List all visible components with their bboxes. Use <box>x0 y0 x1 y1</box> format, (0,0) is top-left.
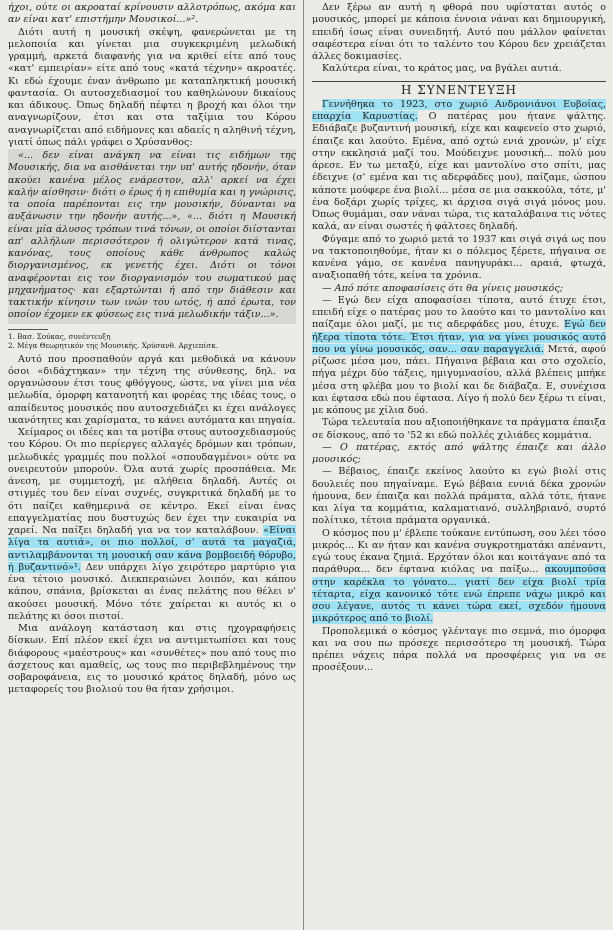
highlighted-text: Γεννήθηκα το 1923, στο χωριό Ανδρονιάνοι Ευβοίας, επαρχία Καρυστίας. <box>312 98 606 122</box>
highlighted-text: Εγώ δεν ήξερα τίποτα τότε. Έτσι ήταν, για να γίνει μουσικός αυτό που να γίνω μουσικός, σαν... σαν παραγγελιά. <box>312 319 606 355</box>
paragraph-text: Ο πατέρας μου ήτανε ψάλτης. Εδιάβαζε βυζαντινή μουσική, είχε και καφενείο στο χωριό, έπαιζε και λαούτο. Εμένα, από οχτώ ενιά χρονών, μ' είχε στην εκκλησιά μαζί του. Μούδειχνε μουσική... πολύ μου άρεσε. Εν τω μεταξύ, είχε και μαντολίνο στο σπίτι, μας έδειχνε (σ' εμένα και τις αδερφάδες μου), παίζαμε, ώσπου κάποτε μούφερε ένα βιολί... μέσα σε μια σακκούλα, τότε, μ' ένα δοξάρι χωρίς τρίχες, κι άρχισα σιγά σιγά μόνος μου. Όπως θυμάμαι, σαν νάναι τώρα, τις καταλάβαινα τις νότες καλά, αν είναι σωστές ή φάλτσες δηλαδή. <box>312 111 606 233</box>
highlighted-text: ακουμπούσα στην καρέκλα το γόνατο... γιατί δεν είχα βιολί τρία τέταρτα, είχα κανονικό τότε ενώ έπρεπε νάχω μικρό και σου λέγανε, αυτός τι κάνει τώρα εκεί, σχεδόν ήμουνα μικρότερος από το βιολί. <box>312 564 606 625</box>
paragraph <box>8 427 296 623</box>
paragraph-text: Ο κόσμος που μ' έβλεπε τούκανε εντύπωση, σου λέει τόσο μικρός... Κι αν ήταν και κανένα συγκροτηματάκι απέναντι, εγώ τους έκανα ζημιά. Ερχόταν όλοι και κοιτάγανε από τα παράθυρα... δεν έφτανα κιόλας να παίξω... <box>312 527 606 576</box>
quote-text: «... δεν είναι ανάγκη να είναι τις ειδήμων της Μουσικής, δια να αισθάνεται την υπ' αυτής ηδονήν, όταν ακούει κανένα μέλος ενάρεστον, αλλ' αρκεί να έχει καλήν αίσθησιν· διότι ο έρως ή η επιθυμία και η γνώρισις, τα οποία παρέπονται εις την μουσικήν, δύνανται να αυξάνωσιν την ηδονήν αυτής...», «... διότι η Μουσική είναι μία άλυσος τρόπων τινά τόνων, οι οποίοι διίστανται απ' αλλήλων περισσότερον ή ολιγώτερον κατά τινας, κανόνας, τους οποίους κάθε άνθρωπος καλώς διοργανισμένος, εκ γενετής έχει. Διότι οι τόνοι αναφέρονται εις τον διοργανισμόν του σωματικού μας μηχανήματος· και εξαρτώνται ή από την διάθεσιν και τακτικήν κίνησιν των ινών του ωτός, ή από έρωτα, τον οποίον έχομεν εκ φύσεως εις τινά μελωδικήν τάξιν...». <box>8 150 296 321</box>
quote-continuation: ήχοι, ούτε οι ακροαταί κρίνουσιν αλλοτρόπως, ακόμα και αν είναι κατ' επιστήμην Μουσικοί...»². <box>8 2 296 26</box>
paragraph: Καλύτερα είναι, το κράτος μας, να βγάλει αυτιά. <box>322 63 562 75</box>
footnote: 2. Μέγα Θεωρητικόν της Μουσικής. Χρύσανθ. Αρχιεπίσκ. <box>8 340 218 350</box>
interview-paragraph: Φύγαμε από το χωριό μετά το 1937 και σιγά σιγά ως που να τακτοποιηθούμε, ήταν κι ο πόλεμος ξέρετε, πήγαινα σε κανένα γάμο, σε κανένα πανηγυράκι... αραιά, φτωχά, αναξιοπαθή τότε, κείνα τα χρόνια. <box>312 233 606 282</box>
interview-answer: — Βέβαιος, έπαιζε εκείνος λαούτο κι εγώ βιολί στις δουλειές που πηγαίναμε. Εγώ βέβαια εννιά δέκα χρονών ήμουνα, δεν έπαιζα και πολλά πράματα, αλλά τότε, ήτανε και λίγα τα κομμάτια, καλαματιανό, συλληβριανό, συρτό πολίτικο, τέτοια πράματα οργανικά. <box>312 466 606 527</box>
footnote-divider <box>8 329 48 330</box>
footnote: 1. Βασ. Σούκας, συνέντευξη <box>8 331 111 341</box>
paragraph: Δεν ξέρω αν αυτή η φθορά που υφίσταται αυτός ο μουσικός, μπορεί με κάποια έννοια νάναι και δημιουργική, επειδή ίσως είναι συνειδητή. Αυτό που μάλλον φαίνεται σαφέστερα είναι ότι το ταλέντο του Κόρου δεν χρειάζεται άλλες δοκιμασίες. <box>312 2 606 62</box>
paragraph-text: — Εγώ δεν είχα αποφασίσει τίποτα, αυτό έτυχε έτσι, επειδή είχε ο πατέρας μου το λαούτο και το μαντολίνο και παίζαμε όλοι μαζί, με τις αδερφάδες μου, έτυχε. <box>312 294 606 331</box>
paragraph: Διότι αυτή η μουσική σκέψη, φανερώνεται με τη μελοποιία και γίνεται μια συγκεκριμένη μελωδική γραμμή, αρκετά διαφανής για να κριθεί είτε από τους «κατ' εμπειρίαν» είτε από τους «κατά τέχνην» ακροατές. Κι εδώ έχουμε έναν άνθρωπο με καταπληκτική μουσική φαντασία. Οι αυτοσχεδιασμοί του καθηλώνουν δικαίους και άδικους. Όπως δηλαδή πέφτει η βροχή και όλοι την αναγνωρίζουν, έτσι και στα ταξίμια του Κόρου αναγνωρίζεται από ειδήμονες και αδαείς η αληθινή τέχνη, γιατί όπως πάλι γράφει ο Χρύσανθος: <box>8 26 296 148</box>
paragraph: Μια ανάλογη κατάσταση και στις ηχογραφήσεις δίσκων. Επί πλέον εκεί έχει να αντιμετωπίσει και τους διάφορους «μαέστρους» και «συνθέτες» που από τους πιο άσχετους και αμαθείς, ως τους πιο περιβεβλημένους την σοβαροφάνεια, εις το μουσικό κράτος δηλαδή, μόνο ως μεταφορείς του βιολιού του θα ήταν χρήσιμοι. <box>8 623 296 696</box>
column-divider <box>303 0 304 930</box>
interview-paragraph <box>312 99 606 234</box>
interview-question: — Ο πατέρας, εκτός από ψάλτης έπαιζε και άλλο μουσικός; <box>312 441 606 465</box>
highlighted-text: «Είναι λίγα τα αυτιά», οι πιο πολλοί, σ' αυτά τα μαγαζιά, αντιλαμβάνονται τη μουσική σαν κάνα βομβοειδή θόρυβο, ή βυζαντινό»¹. <box>8 525 296 573</box>
chrysanthos-quote <box>8 149 296 324</box>
paragraph: Αυτό που προσπαθούν αργά και μεθοδικά να κάνουν όσοι «διδάχτηκαν» την τέχνη της σύνθεσης, δηλ. να οργανώσουν έτσι τους φθόγγους, ώστε, να γίνει μια νέα μελωδία, όμορφη κατανοητή και φορέας της ιδέας τους, ο απαίδευτος μουσικός που αυτοσχεδιάζει κι έχει ανάλογες ικανότητες και χαρίσματα, το κάνει αυτόματα και πηγαία. <box>8 353 296 426</box>
right-column <box>312 2 606 928</box>
interview-paragraph: Τώρα τελευταία που αξιοποιήθηκανε τα πράγματα έπαιξα σε δίσκους, από το '52 κι εδώ πολλές χιλιάδες κομμάτια. <box>312 417 606 441</box>
paragraph-text: Μετά, αφού ρίζωσε μέσα μου, πάει. Πήγαινα βέβαια και στο σχολείο, πήγα μέχρι δύο τάξεις, ημιγυμνασίου, αλλά βλέπεις μπήκε μέσα στη φλέβα μου το βιολί και δε διάβαζα. Ε, συνέχισα και έφτασα εδώ που έφτασα. Λίγο ή πολύ δεν ξέρω τι είναι, με κόπους με χίλια δυό. <box>312 343 606 416</box>
paragraph-text: Χείμαρος οι ιδέες και τα μοτίβα στους αυτοσχεδιασμούς του Κόρου. Οι πιο περίεργες αλλαγές δρόμων και τρόπων, μελωδικές γραμμές που πολλοί «σπουδαγμένοι» ούτε να ονειρευτούν μπορούν. Όλα αυτά χωρίς προσπάθεια. Με άνεση, με συμμετοχή, με αλήθεια δηλαδή. Αυτές οι στιγμές του δεν είναι συχνές, συγκριτικά δηλαδή με το ότι παίζει καθημερινά σε κέντρο. Εκεί είναι ένας επαγγελματίας που δυστυχώς δεν έχει την ευκαιρία να χαρεί. Να παίξει δηλαδή για να τον καταλάβουν. <box>8 427 296 536</box>
section-heading: Η ΣΥΝΕΝΤΕΥΞΗ <box>312 81 606 96</box>
interview-paragraph <box>312 528 606 626</box>
interview-paragraph: Προπολεμικά ο κόσμος γλένταγε πιο σεμνά, πιο όμορφα και να σου πω πρόσεχε περισσότερο τη μουσική. Τώρα πρέπει νάχεις πάρα πολλά να προσφέρεις για να σε προσέξουν... <box>312 625 606 674</box>
interview-answer <box>312 295 606 418</box>
left-column <box>8 2 296 928</box>
paragraph-text: Δεν υπάρχει λίγο χειρότερο μαρτύριο για ένα τέτοιο μουσικό. Διεκπεραιώνει λοιπόν, και κάπου κάπου, σπάνια, βρίσκεται αι ένας πελάτης που θέλει ν' ακούσει μουσική. Μόνο τότε χαίρεται κι αυτός κι ο πελάτης κι όσοι πιστοί. <box>8 561 296 622</box>
interview-question: — Από πότε αποφασίσεις ότι θα γίνεις μουσικός; <box>322 282 563 294</box>
